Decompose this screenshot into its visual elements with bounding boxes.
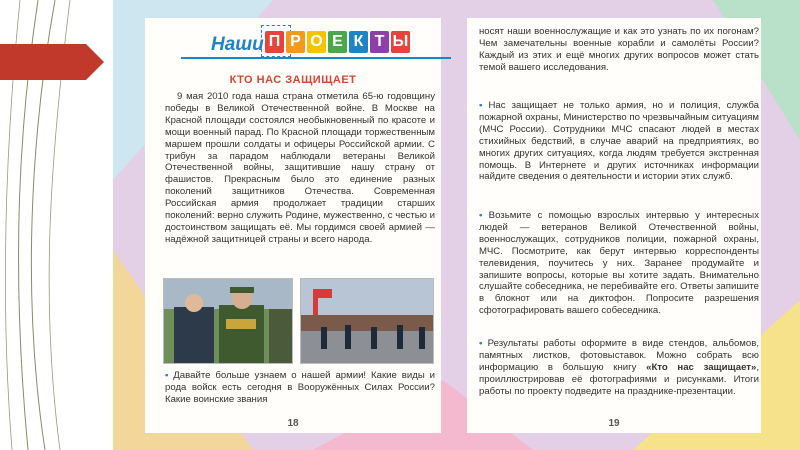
banner-letter: Т <box>370 31 389 53</box>
bullet-icon: • <box>165 370 174 381</box>
bullet-interview <box>479 210 759 317</box>
parade-photo <box>300 278 434 364</box>
banner-letter: О <box>307 31 326 53</box>
bullet-text: Возьмите с помощью взрослых интервью у интересных людей — ветеранов Великой Отечественной войны, военнослужащих, сотрудников полиции, пожарной охраны, МЧС. Посмотрите, как берут интервью корреспонденты телевидения, поучитесь у них. Заранее продумайте и запишите вопросы, которые вы хотите задать. Внимательно слушайте собеседника, не перебивайте его. Ответы запишите в блокнот или на диктофон. Попросите разрешения сфотографировать вашего собеседника. <box>479 210 759 317</box>
bullet-text: Нас защищает не только армия, но и полиция, служба пожарной охраны, Министерство по чрезвычайным ситуациям (МЧС России). Сотрудники МЧС спасают людей в местах стихийных бедствий, в случае аварий на предприятиях, во многих других ситуациях, когда людям требуется экстренная помощь. В Интернете и других источниках информации найдите сведения о деятельности и истории этих служб. <box>479 100 759 183</box>
bullet-icon: • <box>479 100 489 111</box>
page-number-right: 19 <box>608 418 620 429</box>
section-title: КТО НАС ЗАЩИЩАЕТ <box>229 74 357 86</box>
textbook-spread <box>113 0 800 450</box>
banner-letter: Р <box>286 31 305 53</box>
page-left <box>145 18 441 433</box>
bullet-text: , проиллюстрировав её фотографиями и рисунками. Итоги работы по проекту подведите на празднике-презентации. <box>479 361 760 397</box>
bullet-results <box>479 338 759 398</box>
continuation-paragraph: носят наши военнослужащие и как это узнать по их погонам? Чем замечательны военные корабли и самолёты России? Каждый из этих и ещё многих других вопросов может стать темой вашего исследования. <box>479 26 759 73</box>
bullet-services <box>479 100 759 183</box>
book-title: «Кто нас защищает» <box>646 361 757 373</box>
main-paragraph: 9 мая 2010 года наша страна отметила 65-ю годовщину победы в Великой Отечественной войне. В Москве на Красной площади состоялся необыкновенный по красоте и мощи военный парад. По Красной площади торжественным маршем прошли солдаты и офицеры Российской армии. С трибун за парадом наблюдали ветераны Великой Отечественной войны, защитившие нашу страну от фашистов. Прекрасным было это единение разных поколений защитников Отечества. Современная Российская армия продолжает традиции старших поколений: верно служить Родине, мужественно, с честью и достоинством защищать её. Мы гордимся своей армией — надёжной защитницей страны и всего народа. <box>165 91 435 245</box>
page-right <box>467 18 761 433</box>
bullet-text: Результаты работы оформите в виде стендов, альбомов, памятных листков, фотовыставок. Можно собрать всю информацию в большую книгу <box>479 338 759 373</box>
banner-letters <box>265 31 410 53</box>
banner-letter: К <box>349 31 368 53</box>
project-banner <box>161 28 441 62</box>
bullet-text: Давайте больше узнаем о нашей армии! Какие виды и рода войск есть сегодня в Вооружённых Силах России? Какие воинские звания <box>165 370 435 405</box>
banner-letter: П <box>265 31 284 53</box>
slide-arrow-icon <box>0 44 104 80</box>
banner-letter: Е <box>328 31 347 53</box>
bullet-question <box>165 370 435 406</box>
banner-word: Наши <box>211 34 264 55</box>
page-number-left: 18 <box>287 418 299 429</box>
bullet-icon: • <box>479 338 488 349</box>
banner-letter: Ы <box>391 31 410 53</box>
banner-underline <box>181 57 451 59</box>
bullet-icon: • <box>479 210 489 221</box>
veterans-photo <box>163 278 293 364</box>
